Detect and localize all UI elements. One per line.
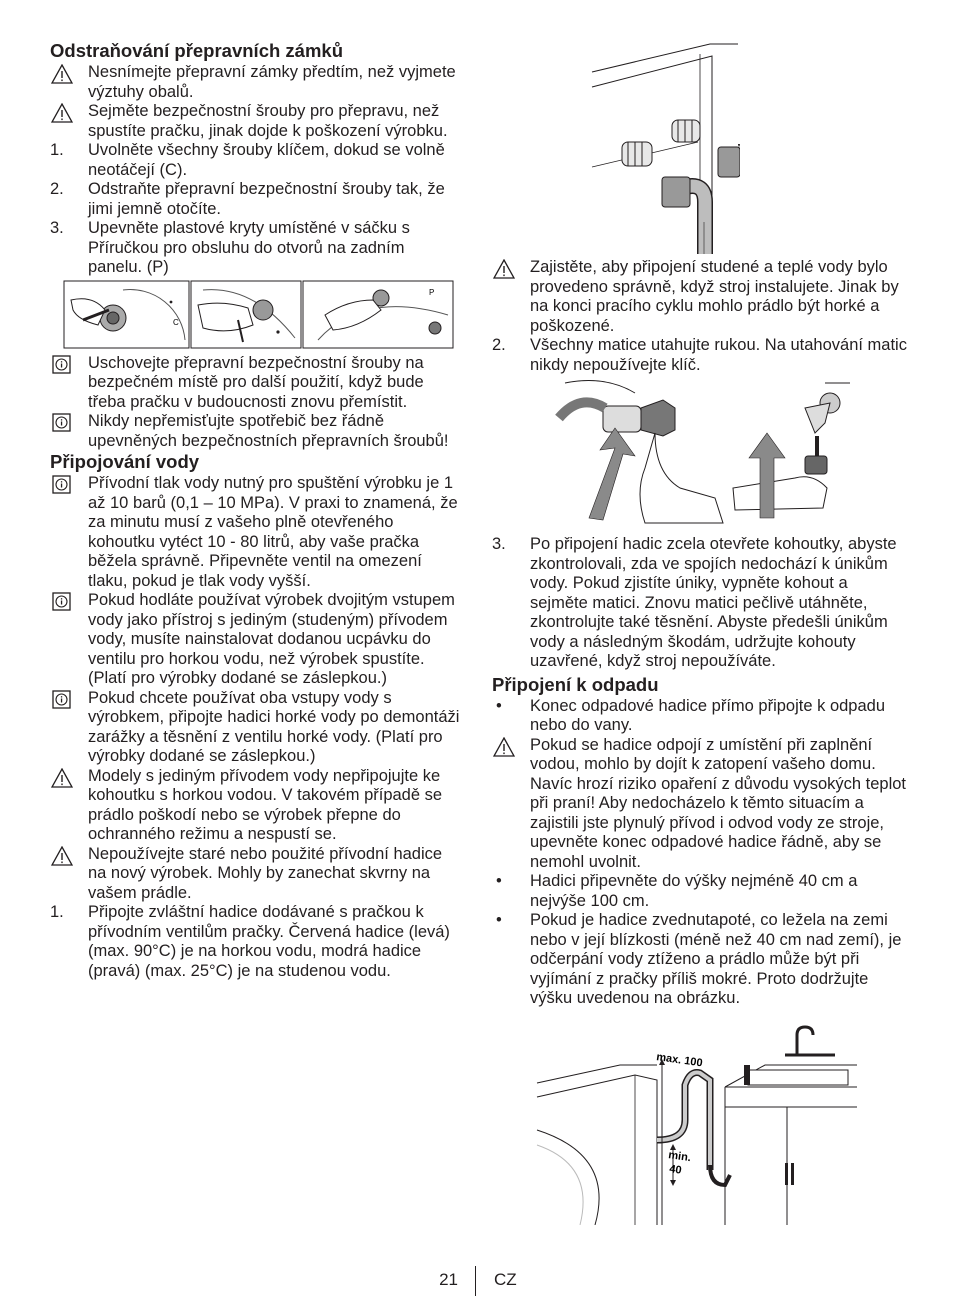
info-icon: [51, 592, 73, 612]
info-icon: [51, 355, 73, 375]
info-icon: [51, 475, 73, 495]
fig-label-c: C: [173, 317, 179, 327]
info-note: Uschovejte přepravní bezpečnostní šrouby na bezpečném místě pro další použití, když bude třeba pračku v budoucnosti znovu přemístit.: [50, 354, 460, 413]
tap-illustration: [733, 383, 850, 510]
right-column: [492, 258, 907, 375]
valve-right: [672, 120, 700, 142]
step-item: 2. Všechny matice utahujte rukou. Na utahování matic nikdy nepoužívejte klíč.: [492, 336, 907, 374]
transport-bolts-illustration: [63, 280, 455, 350]
drain-hose-height-illustration: [535, 1025, 860, 1225]
fig-label-p: P: [429, 287, 435, 297]
hose-left: [662, 177, 705, 254]
page-number: 21: [439, 1270, 458, 1289]
warning-icon: [493, 259, 515, 279]
step-item: 2. Odstraňte přepravní bezpečnostní šrouby tak, že jimi jemně otočíte.: [50, 180, 445, 218]
warning-note: Sejměte bezpečnostní šrouby pro přepravu, než spustíte pračku, jinak dojde k poškození výrobku.: [50, 102, 460, 141]
heading-drain-connection: Připojení k odpadu: [492, 673, 659, 695]
step-item: 3. Upevněte plastové kryty umístěné v sáčku s Příručkou pro obsluhu do otvorů na zadním panelu. (P): [50, 219, 410, 276]
step-item: 1. Uvolněte všechny šrouby klíčem, dokud se volně neotáčejí (C).: [50, 141, 445, 179]
info-note: Pokud hodláte používat výrobek dvojitým vstupem vody jako přístroj s jediným (studeným) přívodem vody, musíte nainstalovat dodanou ucpávku do ventilu pro horkou vodu, než výrobek spustíte. (Platí pro výrobky dodané se záslepkou.): [50, 591, 460, 689]
left-column: [50, 40, 460, 981]
hand-tightening-illustration: [555, 378, 855, 528]
hose-right: [718, 147, 740, 254]
language-code: CZ: [494, 1270, 517, 1289]
info-note: Pokud chcete používat oba vstupy vody s výrobkem, připojte hadici horké vody po demontáži zarážky a těsnění z ventilu horké vody. (Platí pro výrobky dodané se záslepkou.): [50, 689, 460, 767]
warning-note: Pokud se hadice odpojí z umístění při zaplnění vodou, mohlo by dojít k zatopení vašeho domu. Navíc hrozí riziko opaření z důvodu vysokých teplot při praní! Aby nedocházelo k těmto situacím a zajistili jste plynulý přívod i odvod vody ze stroje, upevněte konec odpadové hadice řádně, aby se nemohl uvolnit.: [492, 736, 907, 873]
warning-icon: [51, 846, 73, 866]
info-note: Přívodní tlak vody nutný pro spuštění výrobku je 1 až 10 barů (0,1 – 10 MPa). V praxi to znamená, že za minutu musí z vašeho plně otevřeného kohoutku vytéct 10 - 80 litrů, aby vaše pračka běžela správně. Připevněte ventil na omezení tlaku, pokud je tlak vody vyšší.: [50, 474, 460, 591]
heading-transport-locks: Odstraňování přepravních zámků: [50, 40, 344, 61]
info-icon: [51, 690, 73, 710]
warning-icon: [51, 64, 73, 84]
bullet-item: • Pokud je hadice zvednutapoté, co ležela na zemi nebo v její blízkosti (méně než 40 cm nad zemí), je odčerpání vody ztíženo a prádlo může být při vyjímání z pračky příliš mokré. Proto dodržujte výšku uvedenou na obrázku.: [496, 911, 902, 1007]
step-item: 3. Po připojení hadic zcela otevřete kohoutky, abyste zkontrolovali, zda ve spojích nedochází k únikům vody. Pokud zjistíte úniky, vypněte kohout a sejměte matici. Znovu matici pečlivě utáhněte, zkontrolujte také těsnění. Abyste předešli únikům vody a následným škodám, udržujte kohouty uzavřené, když stroj nepoužíváte.: [492, 535, 897, 670]
info-icon: [51, 413, 73, 433]
label-max: max. 100: [655, 1051, 704, 1070]
bullet-item: • Hadici připevněte do výšky nejméně 40 cm a nejvýše 100 cm.: [496, 872, 858, 910]
warning-note: Modely s jediným přívodem vody nepřipojujte ke kohoutku s horkou vodou. V takovém případě se prádlo poškodí nebo se výrobek přepne do ochranného režimu a nespustí se.: [50, 767, 460, 845]
warning-note: Nesnímejte přepravní zámky předtím, než vyjmete výztuhy obalů.: [50, 63, 460, 102]
valve-left: [622, 142, 652, 166]
step-item: 1. Připojte zvláštní hadice dodávané s pračkou k přívodním ventilům pračky. Červená hadice (levá) (max. 90°C) je na horkou vodu, modrá hadice (pravá) (max. 25°C) je na studenou vodu.: [50, 903, 450, 980]
info-note: Nikdy nepřemisťujte spotřebič bez řádně upevněných bezpečnostních přepravních šroubů!: [50, 412, 460, 451]
heading-water-connection: Připojování vody: [50, 451, 200, 472]
label-min: min.: [667, 1149, 692, 1165]
warning-icon: [51, 103, 73, 123]
footer-divider: [475, 1266, 476, 1296]
right-column-lower: [492, 535, 907, 1009]
water-inlet-illustration: [590, 42, 740, 254]
warning-note: Nepoužívejte staré nebo použité přívodní hadice na nový výrobek. Mohly by zanechat skvrny na vašem prádle.: [50, 845, 460, 904]
warning-icon: [51, 768, 73, 788]
label-min-value: 40: [668, 1163, 683, 1177]
warning-note: Zajistěte, aby připojení studené a teplé vody bylo provedeno správně, když stroj instalujete. Jinak by na konci pracího cyklu mohlo prádlo být horké a poškozené.: [492, 258, 907, 336]
warning-icon: [493, 737, 515, 757]
bullet-item: • Konec odpadové hadice přímo připojte k odpadu nebo do vany.: [496, 696, 885, 734]
